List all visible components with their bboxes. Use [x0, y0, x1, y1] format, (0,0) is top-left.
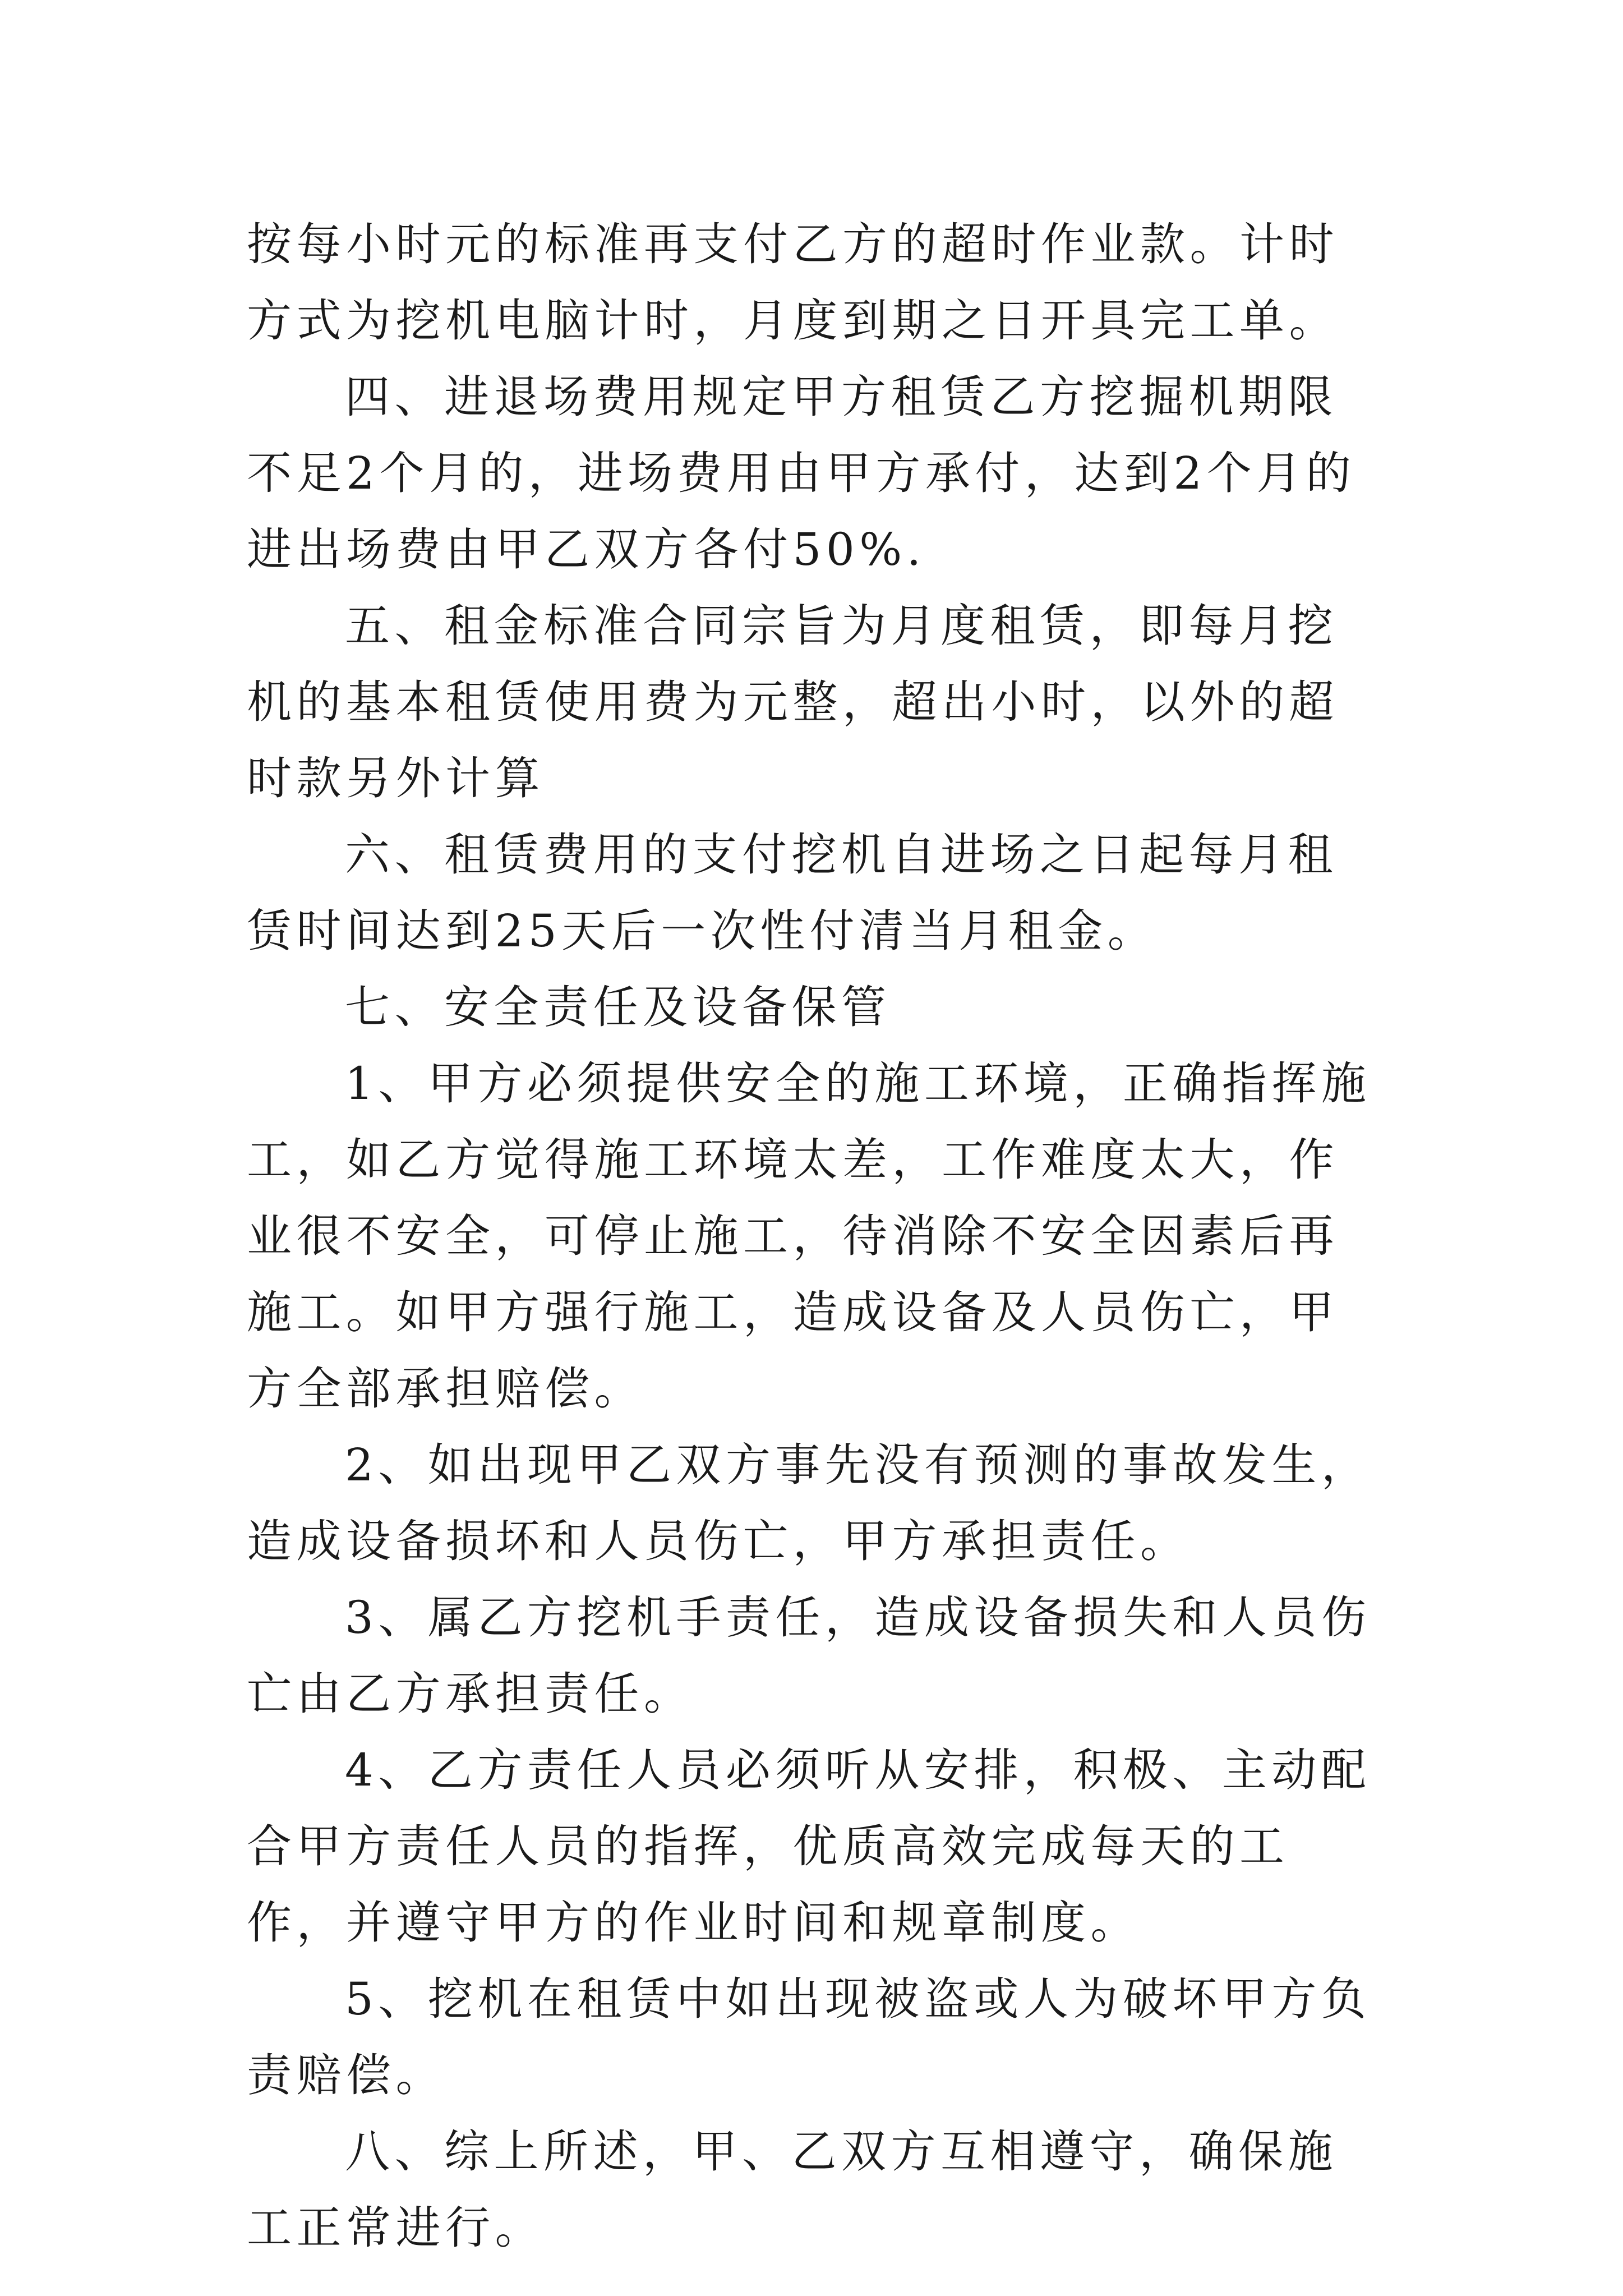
document-body — [247, 206, 1385, 2266]
paragraph-overtime-payment: 按每小时元的标准再支付乙方的超时作业款。计时方式为挖机电脑计时，月度到期之日开具完工单。 — [247, 218, 1339, 347]
paragraph-clause-7-3: 3、属乙方挖机手责任，造成设备损失和人员伤亡由乙方承担责任。 — [247, 1591, 1371, 1720]
paragraph-clause-7-2: 2、如出现甲乙双方事先没有预测的事故发生，造成设备损坏和人员伤亡，甲方承担责任。 — [247, 1439, 1371, 1567]
paragraph-clause-7-4: 4、乙方责任人员必须听从安排，积极、主动配合甲方责任人员的指挥，优质高效完成每天的工作，并遵守甲方的作业时间和规章制度。 — [247, 1744, 1371, 1949]
paragraph-clause-7-5: 5、挖机在租赁中如出现被盗或人为破坏甲方负责赔偿。 — [247, 1973, 1371, 2101]
paragraph-section-8-summary: 八、综上所述，甲、乙双方互相遵守，确保施工正常进行。 — [247, 2125, 1338, 2254]
paragraph-section-7-heading: 七、安全责任及设备保管 — [345, 981, 891, 1033]
paragraph-section-6-payment: 六、租赁费用的支付挖机自进场之日起每月租赁时间达到25天后一次性付清当月租金。 — [247, 829, 1338, 957]
paragraph-clause-7-1: 1、甲方必须提供安全的施工环境，正确指挥施工，如乙方觉得施工环境太差，工作难度太大，作业很不安全，可停止施工，待消除不安全因素后再施工。如甲方强行施工，造成设备及人员伤亡，甲方全部承担赔偿。 — [247, 1057, 1371, 1415]
paragraph-section-4-entry-exit-fees: 四、进退场费用规定甲方租赁乙方挖掘机期限不足2个月的，进场费用由甲方承付，达到2个月的进出场费由甲乙双方各付50%. — [247, 371, 1356, 576]
paragraph-section-5-rent-standard: 五、租金标准合同宗旨为月度租赁，即每月挖机的基本租赁使用费为元整，超出小时，以外的超时款另外计算 — [247, 600, 1339, 804]
